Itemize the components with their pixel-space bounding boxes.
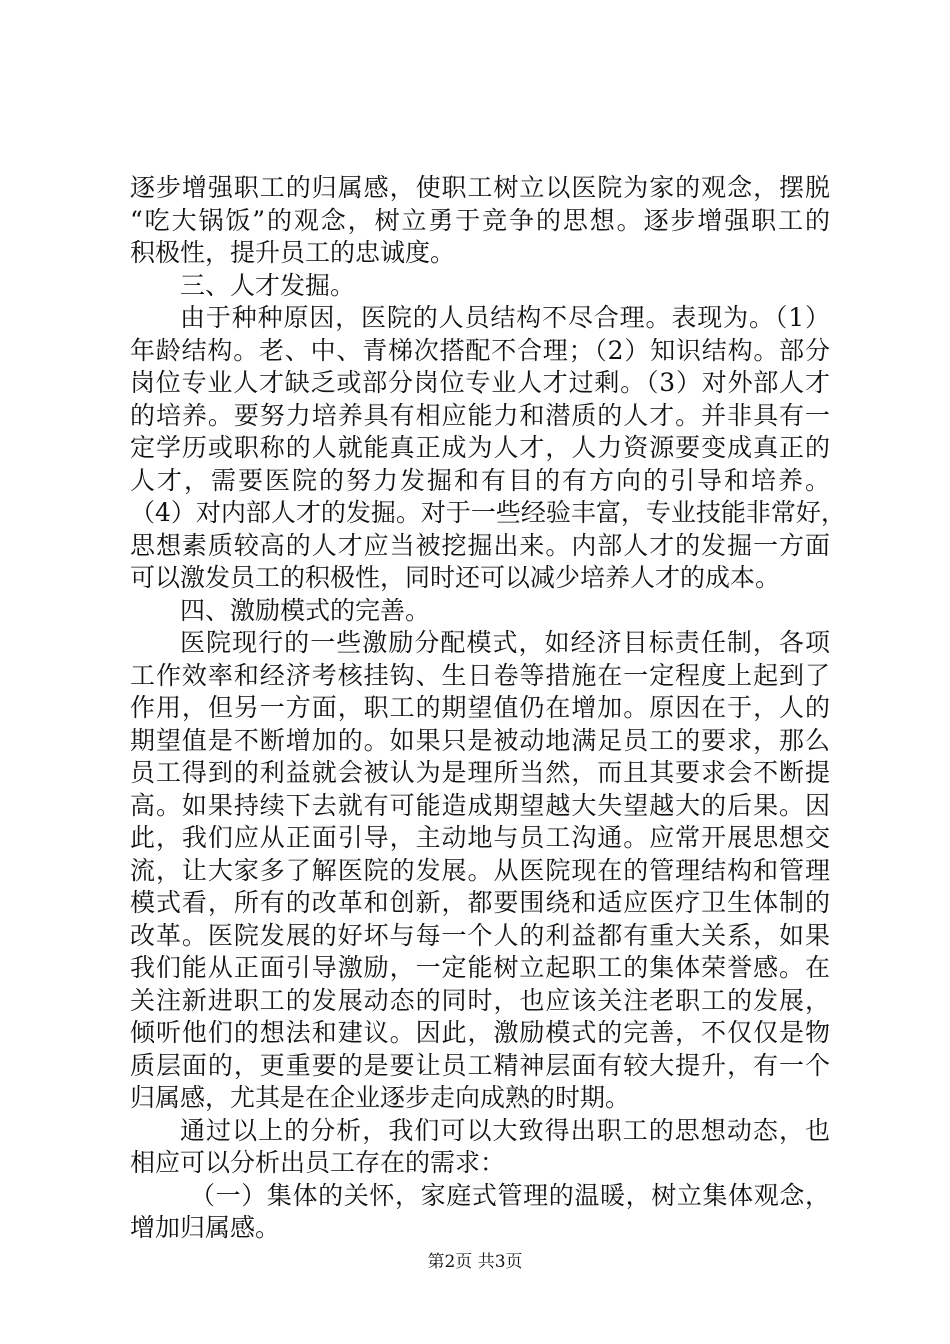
text-line: 通过以上的分析，我们可以大致得出职工的思想动态，也 (180, 1115, 830, 1145)
text-line: （4）对内部人才的发掘。对于一些经验丰富，专业技能非常好， (130, 498, 846, 527)
text-line: 关注新进职工的发展动态的同时，也应该关注老职工的发展， (130, 985, 830, 1015)
text-line: （一）集体的关怀，家庭式管理的温暖，树立集体观念， (190, 1180, 830, 1210)
text-line: 年龄结构。老、中、青梯次搭配不合理；（2）知识结构。部分 (130, 335, 830, 365)
text-line: 作用，但另一方面，职工的期望值仍在增加。原因在于，人的 (130, 693, 830, 722)
section-heading: 三、人才发掘。 (180, 270, 356, 300)
text-line: 归属感，尤其是在企业逐步走向成熟的时期。 (130, 1083, 631, 1112)
text-line: 积极性，提升员工的忠诚度。 (130, 238, 456, 267)
text-line: 质层面的，更重要的是要让员工精神层面有较大提升，有一个 (130, 1050, 830, 1080)
text-line: 员工得到的利益就会被认为是理所当然，而且其要求会不断提 (130, 758, 830, 787)
text-line: 医院现行的一些激励分配模式，如经济目标责任制，各项 (180, 628, 830, 657)
text-line: 工作效率和经济考核挂钩、生日卷等措施在一定程度上起到了 (130, 660, 830, 690)
text-line: 相应可以分析出员工存在的需求： (130, 1148, 506, 1177)
text-line: 倾听他们的想法和建议。因此，激励模式的完善，不仅仅是物 (130, 1018, 830, 1047)
page-number-label: 第2页 共3页 (427, 1252, 523, 1272)
text-line: 此，我们应从正面引导，主动地与员工沟通。应常开展思想交 (130, 823, 830, 852)
text-line: 期望值是不断增加的。如果只是被动地满足员工的要求，那么 (130, 725, 830, 755)
section-heading: 四、激励模式的完善。 (180, 595, 431, 625)
page-footer (0, 1247, 950, 1272)
text-line: 高。如果持续下去就有可能造成期望越大失望越大的后果。因 (130, 790, 830, 820)
text-line: 岗位专业人才缺乏或部分岗位专业人才过剩。（3）对外部人才 (130, 368, 830, 397)
text-line: 改革。医院发展的好坏与每一个人的利益都有重大关系，如果 (130, 920, 830, 950)
text-line: 人才，需要医院的努力发掘和有目的有方向的引导和培养。 (130, 465, 830, 495)
text-line: 由于种种原因，医院的人员结构不尽合理。表现为。（1） (180, 303, 830, 332)
text-line: 思想素质较高的人才应当被挖掘出来。内部人才的发掘一方面 (130, 530, 830, 560)
text-line: 流，让大家多了解医院的发展。从医院现在的管理结构和管理 (130, 855, 830, 885)
text-line: 逐步增强职工的归属感，使职工树立以医院为家的观念，摆脱 (130, 173, 830, 202)
text-line: 定学历或职称的人就能真正成为人才，人力资源要变成真正的 (130, 433, 830, 462)
text-line: 增加归属感。 (130, 1213, 281, 1242)
text-line: 我们能从正面引导激励，一定能树立起职工的集体荣誉感。在 (130, 953, 830, 982)
text-line: 模式看，所有的改革和创新，都要围绕和适应医疗卫生体制的 (130, 888, 830, 917)
text-line: “吃大锅饭”的观念，树立勇于竞争的思想。逐步增强职工的 (130, 205, 830, 235)
document-body (130, 172, 846, 1245)
text-line: 可以激发员工的积极性，同时还可以减少培养人才的成本。 (130, 563, 781, 592)
text-line: 的培养。要努力培养具有相应能力和潜质的人才。并非具有一 (130, 400, 830, 430)
